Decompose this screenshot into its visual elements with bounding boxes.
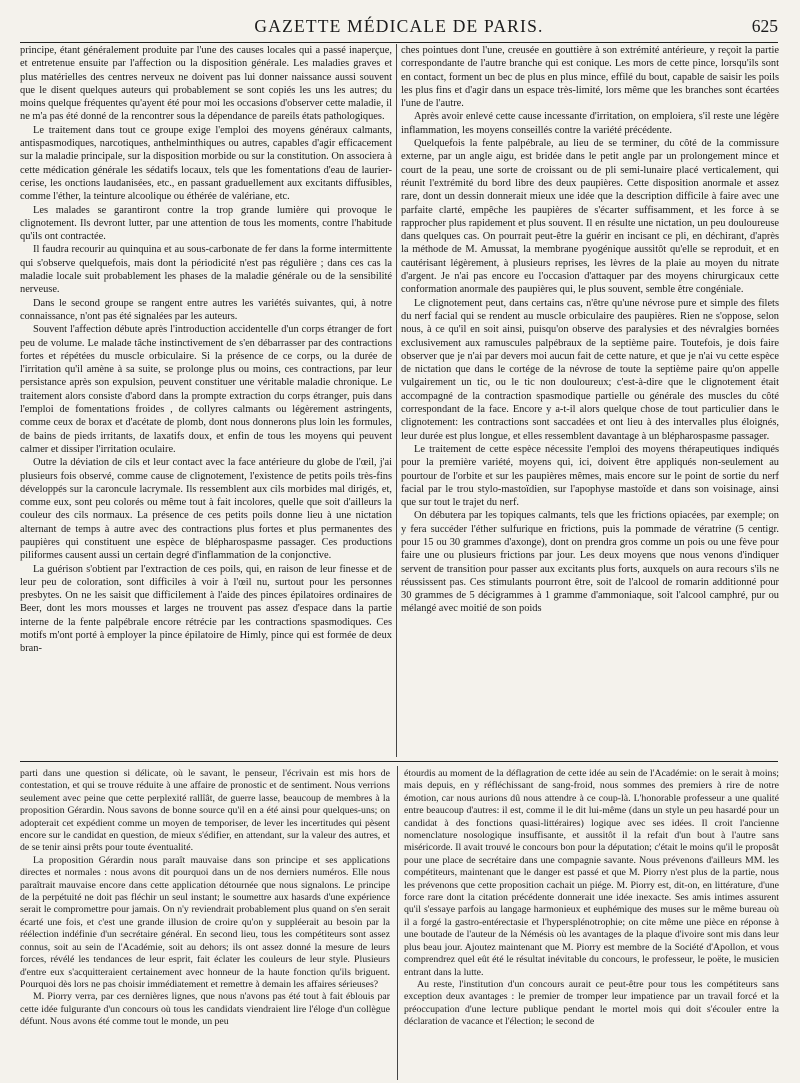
feuilleton-column-left — [20, 768, 390, 1080]
paragraph: Outre la déviation de cils et leur contact avec la face antérieure du globe de l'œil, j'ai plusieurs fois observé, comme cause de clignotement, l'existence de petits poils très-fins développés sur la caroncule lacrymale. Ils ressemblent aux cils morbides mal dirigés, et, comme eux, sont peu colorés ou même tout à fait incolores, quelle que soit d'ailleurs la couleur des cils normaux. La présence de ces petits poils donne lieu à une nictation alternant de temps à autre avec des contractions plus fortes et plus permanentes des paupières qui constituent une espèce de blépharospasme passager. Ces productions piliformes causent aussi un certain degré d'inflammation de la conjonctive. — [20, 457, 392, 562]
feuilleton-divider — [20, 761, 778, 762]
article-column-left — [20, 44, 392, 755]
paragraph: étourdis au moment de la déflagration de cette idée au sein de l'Académie: on le serait à moins; mais depuis, en y réfléchissant de sang-froid, nous sommes des premiers à rire de notre émotion, car nous aurions dû nous attendre à ce coup-là. L'honorable professeur a une qualité entre beaucoup d'autres: il est, comme il le dit lui-même (dans un style un peu hasardé pour un candidat à des fonctions quasi-littéraires) logique avec ses idées. Il croit l'ancienne nomenclature nosologique insuffisante, et aussitôt il la refait d'un bout à l'autre sans miséricorde. Il avait trouvé le concours bon pour la députation; c'était le moins qu'il le proposât pour une place de secrétaire dans une compagnie savante. Nous prévenons d'ailleurs MM. les compétiteurs, maintenant que le danger est passé et que M. Piorry n'est plus de la partie, nous les prévenons que cette proposition cachait un piége. M. Piorry est, dit-on, en littérature, d'une force rare dont la citation précédente donnerait une idée inexacte. Ses amis intimes assurent qu'il s'essaye parfois au langage harmonieux et euphémique des muses sur le même bureau où il a forgé la gastro-entérectasie et l'hypersplénotrophie; on cite même une pièce en réponse à une boutade de l'auteur de la Némésis où les avantages de la plaque d'ivoire sont mis dans leur plus beau jour. Ajoutez maintenant que M. Piorry est membre de la Société d'Apollon, et vous comprendrez quel eût été le résultat inévitable du concours, le professeur, le poëte, le musicien entrant dans la lutte. — [404, 768, 779, 978]
paragraph: On débutera par les topiques calmants, tels que les frictions opiacées, par exemple; on y fera succéder l'éther sulfurique en frictions, puis la pommade de vératrine (5 centigr. pour 15 ou 30 grammes d'axonge), dont on prendra gros comme un pois ou une fève pour faire une ou plusieurs frictions par jour. Les deux moyens que nous venons d'indiquer servent de transition pour passer aux excitants plus forts, auxquels on aura recours s'ils ne réussissent pas. Ces stimulants pourront être, soit de l'alcool de romarin additionné pour 30 grammes de 5 décigrammes à 1 gramme d'ammoniaque, soit l'alcool camphré, pur ou mélangé avec moitié de son poids — [401, 510, 779, 615]
paragraph: Dans le second groupe se rangent entre autres les variétés suivantes, qui, à notre connaissance, n'ont pas été signalées par les auteurs. — [20, 297, 392, 322]
paragraph: Après avoir enlevé cette cause incessante d'irritation, on emploiera, s'il reste une légère inflammation, les moyens conseillés contre la variété précédente. — [401, 111, 779, 136]
running-title: GAZETTE MÉDICALE DE PARIS. — [254, 16, 544, 36]
paragraph: Il faudra recourir au quinquina et au sous-carbonate de fer dans la forme intermittente qui s'observe quelquefois, mais dont la périodicité n'est pas régulière ; dans ces cas la maladie locale suit probablement les phases de la maladie générale ou de la sensibilité nerveuse. — [20, 244, 392, 296]
paragraph: Au reste, l'institution d'un concours aurait ce peut-être pour tous les compétiteurs sans exception deux avantages : le premier de tromper leur impatience par un travail forcé et la préoccupation d'une lecture publique pendant le mortel mois qui doit s'écouler entre la déclaration de vacance et l'élection; le second de — [404, 978, 779, 1028]
paragraph: Quelquefois la fente palpébrale, au lieu de se terminer, du côté de la commissure externe, par un angle aigu, est bridée dans le petit angle par un prolongement mince et court de la peau, une sorte de croissant ou de pli semi-lunaire placé verticalement, qui réunit l'extrémité du bord libre des deux paupières. Cette disposition anormale et assez rare, dont un dessin donnerait mieux une idée que la description difficile à faire avec une parfaite clarté, empêche les paupières de s'écarter suffisamment, et les force à se rapprocher plus rapidement et plus souvent. Il en résulte une nictation, un peu douloureuse dans quelques cas. On pourrait peut-être la guérir en incisant ce pli, en déchirant, d'après la méthode de M. Amussat, la membrane pyogénique aussitôt qu'elle se reproduit, et en cautérisant légèrement, à plusieurs reprises, les lèvres de la plaie au moyen du nitrate d'argent. Je n'ai pas encore eu l'occasion d'attaquer par des moyens chirurgicaux cette conformation anormale des paupières qui, le plus souvent, semble être congéniale. — [401, 138, 779, 296]
column-divider — [396, 44, 397, 757]
paragraph: Les malades se garantiront contre la trop grande lumière qui provoque le clignotement. Ils devront lutter, par une attention de tous les moments, contre l'habitude qu'ils ont contractée. — [20, 204, 392, 243]
paragraph: M. Piorry verra, par ces dernières lignes, que nous n'avons pas été tout à fait éblouis par cette idée fulgurante d'un concours où tous les candidats viendraient lire l'éloge d'un collègue défunt. Nous avons été comme tout le monde, un peu — [20, 991, 390, 1028]
paragraph: Le traitement dans tout ce groupe exige l'emploi des moyens généraux calmants, antispasmodiques, narcotiques, anthelminthiques ou autres, capables d'agir efficacement sur la maladie principale, sur la disposition morbide ou sur la constitution. On associera à cette médication générale les sédatifs locaux, tels que les fomentations d'eau de laurier-cerise, les onctions laudanisées, etc., en passant graduellement aux excitants diffusibles, comme l'éther, la teinture alcoolique ou éthérée de valériane, etc. — [20, 124, 392, 203]
paragraph: principe, étant généralement produite par l'une des causes locales qui a passé inaperçue, et entretenue ensuite par l'affection ou la disposition générale. Les maladies graves et plus matérielles des centres nerveux ne doivent pas lui donner naissance aussi souvent que le disent quelques auteurs qui probablement se sont copiés les uns les autres; du moins quelque fréquentes qu'ayent été pour moi les occasions d'observer cette maladie, il ne m'a pas été donné de la rencontrer sous la dépendance de pareils états pathologiques. — [20, 45, 392, 123]
feuilleton-column-right — [404, 768, 779, 1080]
article-column-right — [401, 44, 779, 755]
page-header — [20, 10, 778, 43]
paragraph: Souvent l'affection débute après l'introduction accidentelle d'un corps étranger de fort peu de volume. Le malade tâche instinctivement de s'en débarrasser par des contractions fortes et répétées du muscle orbiculaire. Si la présence de ce corps, ou la durée de l'irritation qu'il amène à sa suite, se prolonge plus ou moins, ces contractions, par leur persistance après son expulsion, peuvent constituer une véritable maladie chronique. Le traitement alors consiste d'abord dans la prompte extraction du corps étranger, puis dans l'emploi de fomentations froides , de collyres calmants ou légèrement astringents, comme ceux de borax et d'acétate de plomb, dont nous donnerons plus loin les formules, de bains de pieds irritants, de laxatifs doux, et enfin de tous les moyens qui peuvent calmer et dissiper l'irritation oculaire. — [20, 324, 392, 455]
paragraph: Le traitement de cette espèce nécessite l'emploi des moyens thérapeutiques indiqués pour la première variété, moyens qui, ici, doivent être appliqués non-seulement au pourtour de l'orbite et sur les paupières mêmes, mais encore sur le point de sortie du nerf facial par le trou stylo-mastoïdien, sur l'apophyse mastoïde et dans son voisinage, ainsi que sur tout le trajet du nerf. — [401, 443, 779, 509]
paragraph: La proposition Gérardin nous paraît mauvaise dans son principe et ses applications directes et normales : nous avons dit pourquoi dans un de nos derniers numéros. Elle nous paraîtrait mauvaise encore dans cette application détournée que nous signalons. Le principe de la perpétuité ne doit pas fléchir un seul instant; le soumettre aux hasards d'une expérience serait le compromettre pour jamais. On n'y reviendrait probablement plus quand on s'en serait écarté une fois, et c'est une grande illusion de croire qu'on y suppléerait au besoin par la réélection indéfinie d'un secrétaire général. En second lieu, tous les compétiteurs sont assez connus, soit au sein de l'Académie, soit au dehors; ils ont assez donné la mesure de leurs forces, révélé les tendances de leur esprit, fait éclater les couleurs de leur style. Plusieurs d'entre eux s'acquitteraient certainement avec honneur de la haute fonction qu'ils briguent. Pourquoi dès lors ne pas choisir immédiatement et remettre à demain les affaires sérieuses? — [20, 854, 390, 990]
page-number: 625 — [751, 16, 778, 36]
paragraph: Le clignotement peut, dans certains cas, n'être qu'une névrose pure et simple des filets du nerf facial qui se rendent au muscle orbiculaire des paupières. Rien ne s'oppose, selon nous, à ce qu'il en soit ainsi, puisqu'on observe des paralysies et des névralgies bornées exclusivement aux ramuscules palpébraux de la septième paire. Toutefois, je dois faire observer que je n'ai par devers moi aucun fait de cette nature, et que je n'ai vu cette espèce de nictation que dans le cortége de la névrose de toute la septième paire qu'on appelle vulgairement un tic, ou le tic non douloureux; c'est-à-dire que le clignotement était accompagné de la contraction spasmodique partielle ou générale des muscles du côté correspondant de la face. Encore y a-t-il alors quelque chose de tout particulier dans le clignotement: les contractions sont saccadées et ont lieu à des intervalles plus éloignés, leur durée est plus longue, et elles ressemblent davantage à un blépharospasme passager. — [401, 297, 779, 442]
paragraph: La guérison s'obtient par l'extraction de ces poils, qui, en raison de leur finesse et de leur peu de coloration, sont difficiles à voir à l'œil nu, surtout pour les personnes presbytes. On ne les saisit que difficilement à l'aide des pinces épilatoires ordinaires de Beer, dont les mors mousses et larges ne trouvent pas assez d'espace dans la partie interne de la fente palpébrale encore rétrécie par les contractions spasmodiques. Ces motifs m'ont porté à employer la pince épilatoire de Himly, pince qui est formée de deux bran- — [20, 563, 392, 655]
column-divider — [397, 766, 398, 1080]
paragraph: ches pointues dont l'une, creusée en gouttière à son extrémité antérieure, y reçoit la partie correspondante de l'autre branche qui est conique. Les mors de cette pince, lorsqu'ils sont en contact, forment un bec de plus en plus mince, effilé du bout, capable de saisir les poils les plus fins et d'agir dans un espace très-limité, lors même que les branches sont écartées l'une de l'autre. — [401, 45, 779, 110]
paragraph: parti dans une question si délicate, où le savant, le penseur, l'écrivain est mis hors de contestation, et qui se trouve réduite à une affaire de pronostic et de sentiment. Nous verrions seulement avec peine que cette perplexité rallîât, de guerre lasse, beaucoup de membres à la proposition Gérardin. Nous savons de bonne source qu'il en a été ainsi pour quelques-uns; on adopterait cet expédient comme un moyen de temporiser, de lever les incertitudes qui pèsent encore sur le candidat en question, de mieux s'édifier, en attendant, sur la valeur des autres, et de se tenir ainsi prêts pour toute éventualité. — [20, 768, 390, 854]
